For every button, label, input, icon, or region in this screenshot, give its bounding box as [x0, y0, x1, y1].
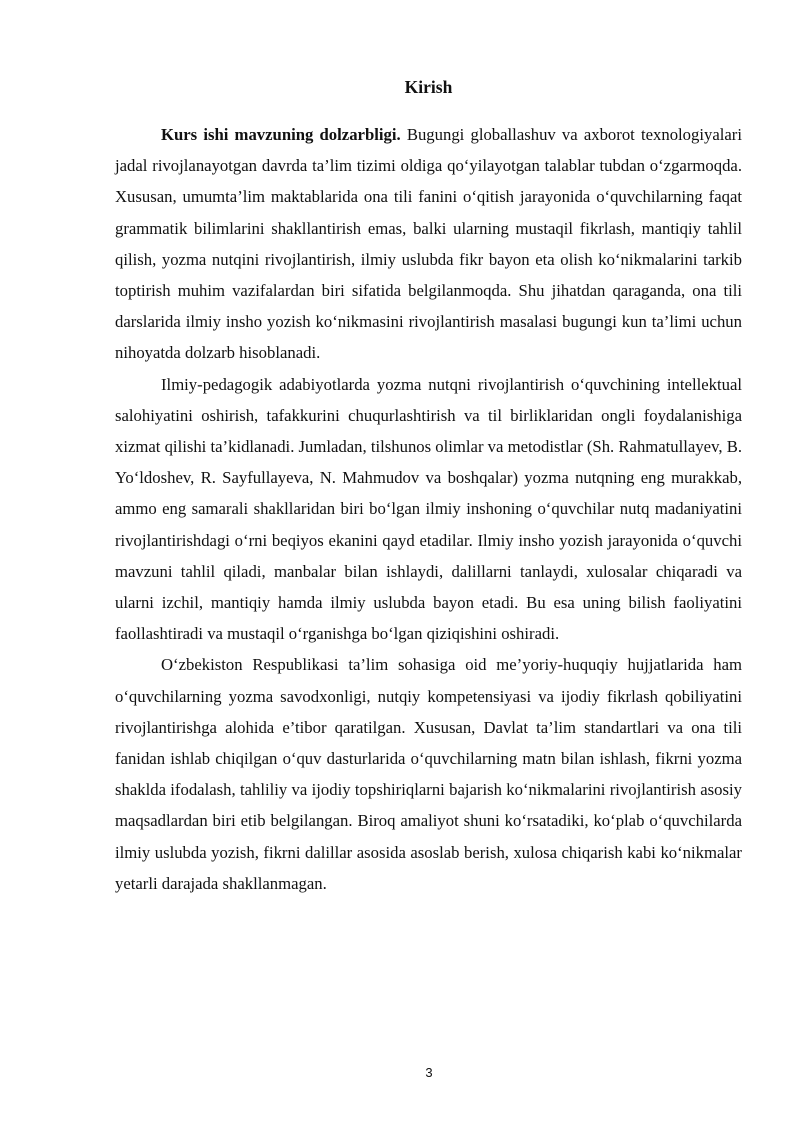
body-text	[115, 119, 742, 899]
paragraph-lead: Kurs ishi mavzuning dolzarbligi.	[161, 125, 401, 144]
page-number: 3	[425, 1065, 433, 1080]
paragraph-1	[115, 119, 742, 369]
paragraph-2: Ilmiy-pedagogik adabiyotlarda yozma nutqni rivojlantirish o‘quvchining intellektual salohiyatini oshirish, tafakkurini chuqurlashtirish va til birliklaridan ongli foydalanishiga xizmat qilishi ta’kidlanadi. Jumladan, tilshunos olimlar va metodistlar (Sh. Rahmatullayev, B. Yo‘ldoshev, R. Sayfullayeva, N. Mahmudov va boshqalar) yozma nutqning eng murakkab, ammo eng samarali shakllaridan biri bo‘lgan ilmiy inshoning o‘quvchilar nutq madaniyatini rivojlantirishdagi o‘rni beqiyos ekanini qayd etadilar. Ilmiy insho yozish jarayonida o‘quvchi mavzuni tahlil qiladi, manbalar bilan ishlaydi, dalillarni tanlaydi, xulosalar chiqaradi va ularni izchil, mantiqiy hamda ilmiy uslubda bayon etadi. Bu esa uning bilish faoliyatini faollashtiradi va mustaqil o‘rganishga bo‘lgan qiziqishini oshiradi.	[115, 374, 742, 644]
paragraph-3: O‘zbekiston Respublikasi ta’lim sohasiga oid me’yoriy-huquqiy hujjatlarida ham o‘quvchilarning yozma savodxonligi, nutqiy kompetensiyasi va ijodiy fikrlash qobiliyatini rivojlantirishga alohida e’tibor qaratilgan. Xususan, Davlat ta’lim standartlari va ona tili fanidan ishlab chiqilgan o‘quv dasturlarida o‘quvchilarning matn bilan ishlash, fikrni yozma shaklda ifodalash, tahliliy va ijodiy topshiriqlarni bajarish ko‘nikmalarini rivojlantirish asosiy maqsadlardan biri etib belgilangan. Biroq amaliyot shuni ko‘rsatadiki, ko‘plab o‘quvchilarda ilmiy uslubda yozish, fikrni dalillar asosida asoslab berish, xulosa chiqarish kabi ko‘nikmalar yetarli darajada shakllanmagan.	[115, 655, 742, 893]
paragraph-1-text: Bugungi globallashuv va axborot texnologiyalari jadal rivojlanayotgan davrda ta’lim tizimi oldiga qo‘yilayotgan talablar tubdan o‘zgarmoqda. Xususan, umumta’lim maktablarida ona tili fanini o‘qitish jarayonida o‘quvchilarning faqat grammatik bilimlarini shakllantirish emas, balki ularning mustaqil fikrlash, mantiqiy tahlil qilish, yozma nutqini rivojlantirish, ilmiy uslubda fikr bayon eta olish ko‘nikmalarini tarkib toptirish muhim vazifalardan biri sifatida belgilanmoqda. Shu jihatdan qaraganda, ona tili darslarida ilmiy insho yozish ko‘nikmasini rivojlantirish masalasi bugungi kun ta’limi uchun nihoyatda dolzarb hisoblanadi.	[115, 125, 742, 363]
section-heading: Kirish	[404, 77, 453, 97]
